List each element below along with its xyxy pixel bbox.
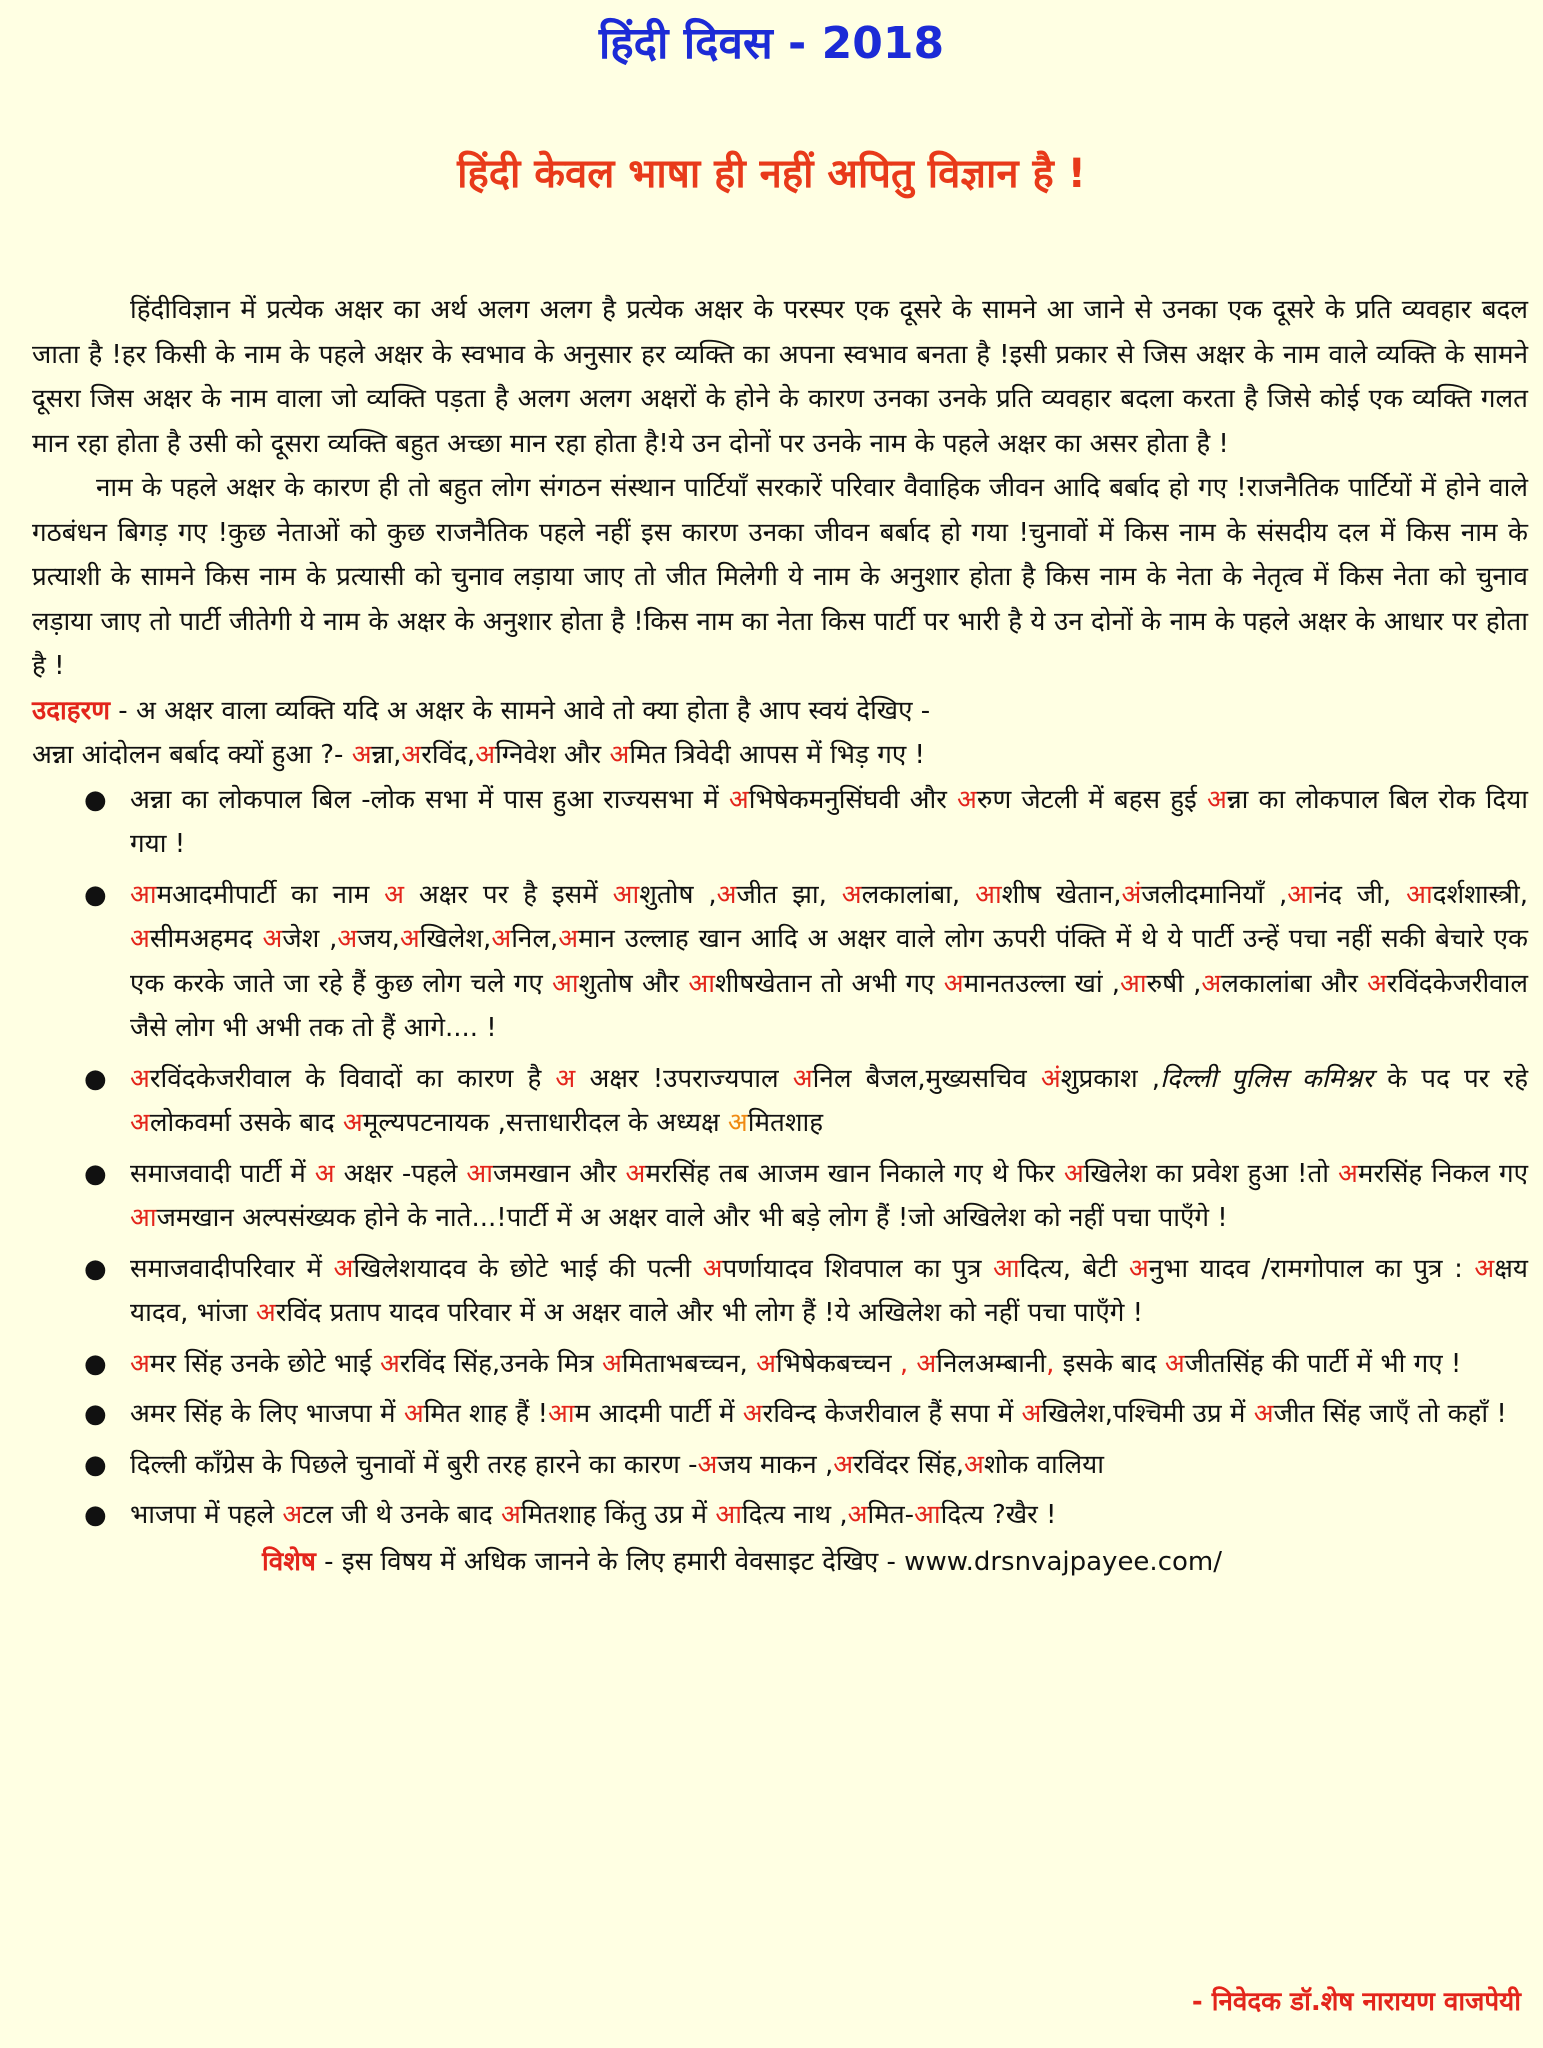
highlighted-letter: अ: [475, 740, 496, 770]
highlighted-letter: आ: [466, 1158, 493, 1189]
list-item: [32, 1342, 1528, 1387]
list-item: [32, 1443, 1528, 1488]
highlighted-letter: आ: [1287, 879, 1314, 910]
bullet-dot-icon: ●: [84, 1063, 107, 1094]
text-run: मर सिंह उनके छोटे भाई: [149, 1348, 380, 1379]
text-run: टल जी थे उनके बाद: [302, 1500, 501, 1530]
text-run: शुप्रकाश ,: [1060, 1063, 1161, 1094]
example-line: [32, 689, 1528, 734]
text-run: जीत झा,: [736, 879, 842, 910]
highlighted-letter: अ: [943, 968, 964, 999]
text-run: खिलेश का प्रवेश हुआ !तो: [1083, 1158, 1339, 1189]
text-run: मानतउल्ला खां ,: [963, 968, 1121, 999]
highlighted-letter: अ: [1021, 1399, 1042, 1429]
highlighted-letter: अ: [847, 1500, 868, 1530]
highlighted-letter: , अ: [899, 1348, 937, 1379]
list-item-text: [130, 1399, 1507, 1429]
text-run: रविंदकेजरीवाल जैसे लोग भी अभी तक तो हैं आगे.... !: [130, 968, 1528, 1043]
page-subtitle: हिंदी केवल भाषा ही नहीं अपितु विज्ञान है !: [457, 151, 1086, 197]
highlighted-letter: आ: [130, 879, 157, 910]
text-run: के पद पर रहे: [1373, 1063, 1529, 1094]
highlighted-letter: ,: [1046, 1348, 1055, 1379]
highlighted-letter: अ: [558, 924, 579, 954]
text-run: समाजवादी पार्टी में: [130, 1158, 315, 1189]
text-run: भाजपा में पहले: [130, 1500, 283, 1530]
highlighted-letter: अ: [337, 924, 358, 954]
highlighted-letter: अ: [609, 740, 630, 770]
text-run: न्ना,: [371, 740, 402, 770]
highlighted-letter: आ: [1406, 879, 1433, 910]
bullet-dot-icon: ●: [84, 784, 107, 815]
text-run: जलीदमानियाँ ,: [1141, 879, 1288, 910]
text-run: शीषखेतान तो अभी गए: [714, 968, 944, 999]
highlighted-letter: अ: [727, 1108, 748, 1138]
text-run: दित्य, बेटी: [1019, 1253, 1129, 1284]
highlighted-letter: अ: [1338, 1158, 1358, 1189]
highlighted-letter: अ: [792, 1063, 813, 1094]
text-run: शोक वालिया: [983, 1449, 1104, 1480]
signature: - निवेदक डॉ.शेष नारायण वाजपेयी: [1191, 1987, 1521, 2017]
example-text: - अ अक्षर वाला व्यक्ति यदि अ अक्षर के सामने आवे तो क्या होता है आप स्वयं देखिए -: [110, 695, 931, 726]
text-run: रविन्द केजरीवाल हैं सपा में: [762, 1399, 1022, 1429]
text-run: मित शाह हैं !: [423, 1399, 549, 1429]
highlighted-letter: अ: [1201, 968, 1222, 999]
italic-text: दिल्ली पुलिस कमिश्नर: [1160, 1063, 1373, 1094]
highlighted-letter: अ: [742, 1399, 763, 1429]
text-run: अक्षर पर है इसमें: [404, 879, 613, 910]
text-run: मरसिंह तब आजम खान निकाले गए थे फिर: [645, 1158, 1064, 1189]
highlighted-letter: अ: [728, 784, 749, 815]
highlighted-letter: आ: [612, 879, 640, 910]
highlighted-letter: अ: [351, 740, 372, 770]
highlighted-letter: अ: [401, 740, 422, 770]
highlighted-letter: अ: [384, 879, 405, 910]
text-run: रुषी ,: [1146, 968, 1202, 999]
text-run: नंद जी,: [1313, 879, 1407, 910]
text-run: अक्षर -पहले: [334, 1158, 467, 1189]
text-run: निल,: [511, 924, 559, 954]
text-run: जीतसिंह की पार्टी में भी गए !: [1184, 1348, 1462, 1379]
text-run: मितशाह किंतु उप्र में: [520, 1500, 716, 1530]
highlighted-letter: अ: [1128, 1253, 1149, 1284]
bullet-dot-icon: ●: [84, 1158, 107, 1189]
highlighted-letter: अ: [491, 924, 512, 954]
highlighted-letter: अ: [1164, 1348, 1185, 1379]
paragraph-intro: हिंदीविज्ञान में प्रत्येक अक्षर का अर्थ अलग अलग है प्रत्येक अक्षर के परस्पर एक दूसरे के सामने आ जाने से उनका एक दूसरे के प्रति व्यवहार बदल जाता है !हर किसी के नाम के पहले अक्षर के स्वभाव के अनुसार हर व्यक्ति का अपना स्वभाव बनता है !इसी प्रकार से जिस अक्षर के नाम वाले व्यक्ति के सामने दूसरा जिस अक्षर के नाम वाला जो व्यक्ति पड़ता है अलग अलग अक्षरों के होने के कारण उनका उनके प्रति व्यवहार बदला करता है जिसे कोई एक व्यक्ति गलत मान रहा होता है उसी को दूसरा व्यक्ति बहुत अच्छा मान रहा होता है!ये उन दोनों पर उनके नाम के पहले अक्षर का असर होता है !: [32, 295, 1528, 459]
highlighted-letter: अ: [555, 1063, 576, 1094]
text-run: शुतोष ,: [639, 879, 717, 910]
text-run: दित्य ?खैर !: [940, 1500, 1057, 1530]
highlighted-letter: अ: [380, 1348, 400, 1379]
text-run: शीष खेतान,: [1001, 879, 1122, 910]
bullet-dot-icon: ●: [84, 1449, 107, 1480]
list-item: [32, 1057, 1528, 1146]
highlighted-letter: अ: [333, 1253, 354, 1284]
highlighted-letter: आ: [130, 1203, 157, 1233]
text-run: मान उल्लाह खान आदि अ अक्षर वाले लोग ऊपरी पंक्ति में थे ये पार्टी उन्हें पचा नहीं सकी बेचारे एक एक करके जाते जा रहे हैं कुछ लोग चले गए: [130, 924, 1528, 999]
text-run: दित्य नाथ ,: [741, 1500, 848, 1530]
highlighted-letter: अ: [833, 1449, 854, 1480]
highlighted-letter: अ: [964, 1449, 984, 1480]
highlighted-letter: अ: [1367, 968, 1387, 999]
text-run: सीमअहमद: [149, 924, 263, 954]
text-run: रविंद सिंह,उनके मित्र: [399, 1348, 602, 1379]
text-run: क्षय यादव, भांजा: [130, 1253, 1529, 1328]
text-run: रविंदकेजरीवाल के विवादों का कारण है: [149, 1063, 556, 1094]
list-item: [32, 1493, 1528, 1538]
highlighted-letter: अ: [1206, 784, 1227, 815]
text-run: मितशाह: [747, 1108, 824, 1138]
list-item-text: [130, 1159, 1528, 1234]
highlighted-letter: अ: [399, 924, 420, 954]
highlighted-letter: अ: [314, 1158, 335, 1189]
highlighted-letter: अ: [403, 1399, 424, 1429]
text-run: जेश ,: [282, 924, 338, 954]
highlighted-letter: अ: [130, 1108, 150, 1138]
text-run: जमखान अल्पसंख्यक होने के नाते...!पार्टी में अ अक्षर वाले और भी बड़े लोग हैं !जो अखिलेश को नहीं पचा पाएँगे !: [156, 1203, 1228, 1233]
highlighted-letter: अ: [130, 1348, 150, 1379]
text-run: भिषेकबच्चन: [775, 1348, 900, 1379]
text-run: मिताभबच्चन,: [621, 1348, 757, 1379]
text-run: मरसिंह निकल गए: [1357, 1158, 1528, 1189]
highlighted-letter: अ: [841, 879, 862, 910]
text-run: जय,: [357, 924, 400, 954]
text-run: लकालांबा,: [861, 879, 976, 910]
highlighted-letter: अ: [1063, 1158, 1084, 1189]
highlighted-letter: अ: [342, 1108, 363, 1138]
text-run: लोकवर्मा उसके बाद: [149, 1108, 343, 1138]
highlighted-letter: आ: [1120, 968, 1147, 999]
text-run: लकालांबा और: [1221, 968, 1368, 999]
highlighted-letter: आ: [715, 1500, 742, 1530]
bullet-dot-icon: ●: [84, 1253, 107, 1284]
highlighted-letter: अ: [1253, 1399, 1274, 1429]
text-run: जमखान और: [493, 1158, 626, 1189]
list-item-text: [130, 1349, 1461, 1379]
text-run: खिलेश,: [419, 924, 492, 954]
list-item-text: [130, 785, 1528, 860]
text-run: निलअम्बानी: [936, 1348, 1047, 1379]
list-item-text: [130, 1500, 1056, 1530]
special-label: विशेष: [262, 1546, 316, 1577]
list-item: [32, 1392, 1528, 1437]
highlighted-letter: अ: [716, 879, 737, 910]
highlighted-letter: आ: [551, 968, 579, 999]
list-item: [32, 778, 1528, 867]
text-run: खिलेश,पश्चिमी उप्र में: [1041, 1399, 1254, 1429]
example-label: उदाहरण: [32, 695, 111, 726]
bullet-dot-icon: ●: [84, 1348, 107, 1379]
bullet-dot-icon: ●: [84, 879, 107, 910]
highlighted-letter: अ: [957, 784, 977, 815]
highlighted-letter: आ: [688, 968, 715, 999]
text-run: म आदमी पार्टी में: [574, 1399, 743, 1429]
text-run: अक्षर !उपराज्यपाल: [575, 1063, 793, 1094]
text-run: दर्शशास्त्री,: [1432, 879, 1529, 910]
highlighted-letter: अ: [282, 1500, 303, 1530]
text-run: भिषेकमनुसिंघवी और: [748, 784, 958, 815]
highlighted-letter: अ: [625, 1158, 646, 1189]
text-run: रविंदर सिंह,: [853, 1449, 965, 1480]
highlighted-letter: अं: [1121, 879, 1142, 910]
anna-line: [32, 733, 1528, 778]
text-run: अमर सिंह के लिए भाजपा में: [130, 1399, 404, 1429]
list-item: [32, 873, 1528, 1051]
list-item-text: [130, 1254, 1528, 1329]
highlighted-letter: अ: [262, 924, 283, 954]
text-run: मित त्रिवेदी आपस में भिड़ गए !: [629, 740, 925, 770]
text-run: रुण जेटली में बहस हुई: [976, 784, 1207, 815]
text-run: शुतोष और: [578, 968, 689, 999]
text-run: अन्ना आंदोलन बर्बाद क्यों हुआ ?-: [32, 740, 352, 770]
highlighted-letter: अ: [1474, 1253, 1495, 1284]
highlighted-letter: अ: [601, 1348, 622, 1379]
highlighted-letter: अ: [500, 1500, 521, 1530]
highlighted-letter: आ: [975, 879, 1002, 910]
text-run: न्ना का लोकपाल बिल रोक दिया गया !: [130, 784, 1529, 859]
text-run: निल बैजल,मुख्यसचिव: [812, 1063, 1041, 1094]
text-run: खिलेशयादव के छोटे भाई की पत्नी: [353, 1253, 703, 1284]
text-run: पर्णायादव शिवपाल का पुत्र: [722, 1253, 993, 1284]
list-item-text: [130, 1450, 1104, 1480]
bullet-dot-icon: ●: [84, 1500, 107, 1530]
highlighted-letter: अ: [130, 924, 150, 954]
list-item-text: [130, 880, 1528, 1044]
example-bullet-list: [32, 778, 1528, 1538]
highlighted-letter: अ: [130, 1063, 150, 1094]
text-run: नुभा यादव /रामगोपाल का पुत्र :: [1148, 1253, 1475, 1284]
text-run: इसके बाद: [1054, 1348, 1165, 1379]
text-run: समाजवादीपरिवार में: [130, 1253, 334, 1284]
text-run: रविंद प्रताप यादव परिवार में अ अक्षर वाले और भी लोग हैं !ये अखिलेश को नहीं पचा पाएँगे !: [275, 1298, 1144, 1328]
highlighted-letter: अ: [756, 1348, 776, 1379]
text-run: ग्निवेश और: [495, 740, 610, 770]
highlighted-letter: अ: [697, 1449, 718, 1480]
highlighted-letter: आ: [993, 1253, 1020, 1284]
special-note: [32, 1540, 1528, 1585]
text-run: रविंद,: [421, 740, 476, 770]
highlighted-letter: अ: [255, 1298, 276, 1328]
paragraph-names: नाम के पहले अक्षर के कारण ही तो बहुत लोग संगठन संस्थान पार्टियाँ सरकारें परिवार वैवाहिक जीवन आदि बर्बाद हो गए !राजनैतिक पार्टियों में होने वाले गठबंधन बिगड़ गए !कुछ नेताओं को कुछ राजनैतिक पहले नहीं इस कारण उनका जीवन बर्बाद हो गया !चुनावों में किस नाम के संसदीय दल में किस नाम के प्रत्याशी के सामने किस नाम के प्रत्यासी को चुनाव लड़ाया जाए तो जीत मिलेगी ये नाम के अनुशार होता है किस नाम के नेता के नेतृत्व में किस नेता को चुनाव लड़ाया जाए तो पार्टी जीतेगी ये नाम के अक्षर के अनुशार होता है !किस नाम का नेता किस पार्टी पर भारी है ये उन दोनों के नाम के पहले अक्षर के आधार पर होता है !: [32, 473, 1528, 681]
text-run: मआदमीपार्टी का नाम: [156, 879, 385, 910]
text-run: अन्ना का लोकपाल बिल -लोक सभा में पास हुआ राज्यसभा में: [130, 784, 729, 815]
text-run: जीत सिंह जाएँ तो कहाँ !: [1273, 1399, 1507, 1429]
text-run: दिल्ली काँग्रेस के पिछले चुनावों में बुरी तरह हारने का कारण -: [130, 1449, 698, 1480]
article-body: [32, 288, 1528, 1584]
text-run: जय माकन ,: [717, 1449, 834, 1480]
text-run: मित-: [867, 1500, 915, 1530]
highlighted-letter: आ: [914, 1500, 941, 1530]
text-run: मूल्यपटनायक ,सत्ताधारीदल के अध्यक्ष: [362, 1108, 728, 1138]
page-title: हिंदी दिवस - 2018: [598, 18, 945, 69]
highlighted-letter: अ: [702, 1253, 723, 1284]
special-text: - इस विषय में अधिक जानने के लिए हमारी वेवसाइट देखिए - www.drsnvajpayee.com/: [315, 1546, 1222, 1577]
highlighted-letter: आ: [548, 1399, 575, 1429]
list-item-text: [130, 1064, 1528, 1139]
list-item: [32, 1247, 1528, 1336]
list-item: [32, 1152, 1528, 1241]
bullet-dot-icon: ●: [84, 1399, 107, 1429]
highlighted-letter: अं: [1040, 1063, 1061, 1094]
